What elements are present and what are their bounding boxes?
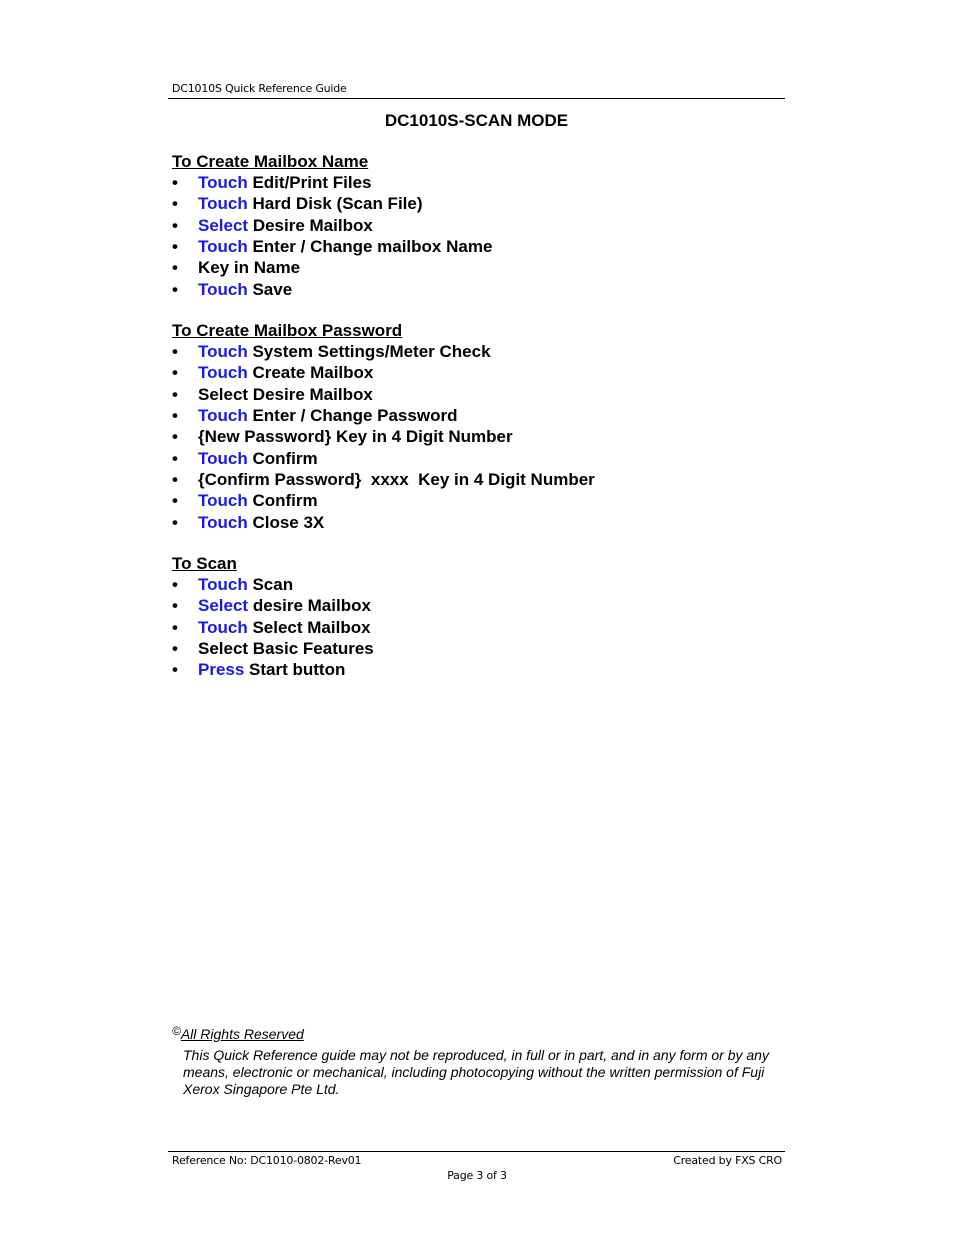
footer-divider	[168, 1151, 785, 1152]
bullet-icon: •	[172, 491, 178, 511]
bullet-icon: •	[172, 363, 178, 383]
step-action-verb: Touch	[198, 491, 248, 511]
step-action-verb: Press	[198, 660, 245, 680]
bullet-icon: •	[172, 258, 178, 278]
copyright-line	[172, 1024, 304, 1042]
bullet-icon: •	[172, 384, 178, 404]
step-item	[172, 384, 595, 405]
step-item	[172, 215, 492, 236]
step-item	[172, 512, 595, 533]
step-text: Enter / Change Password	[247, 406, 458, 426]
bullet-icon: •	[172, 237, 178, 257]
header-divider	[168, 98, 785, 99]
step-item	[172, 659, 374, 680]
step-item	[172, 236, 492, 257]
section-heading: To Scan	[172, 554, 237, 573]
footer-created-by: Created by FXS CRO	[673, 1154, 782, 1167]
bullet-icon: •	[172, 470, 178, 490]
step-action-verb: Touch	[198, 363, 248, 383]
step-text: Confirm	[247, 448, 318, 468]
step-item	[172, 490, 595, 511]
step-text: Select Desire Mailbox	[198, 384, 373, 404]
bullet-icon: •	[172, 512, 178, 532]
section-heading: To Create Mailbox Name	[172, 152, 369, 171]
step-action-verb: Touch	[198, 237, 248, 257]
bullet-icon: •	[172, 215, 178, 235]
step-text: Key in Name	[198, 258, 301, 278]
bullet-icon: •	[172, 575, 178, 594]
step-list	[172, 341, 595, 533]
step-text: System Settings/Meter Check	[247, 342, 491, 361]
bullet-icon: •	[172, 596, 178, 616]
step-text: {New Password} Key in 4 Digit Number	[198, 427, 513, 447]
step-action-verb: Touch	[198, 575, 248, 594]
step-item	[172, 257, 492, 278]
bullet-icon: •	[172, 173, 178, 192]
step-list	[172, 172, 492, 300]
bullet-icon: •	[172, 279, 178, 299]
step-action-verb: Touch	[198, 173, 248, 192]
step-list	[172, 574, 374, 681]
step-item	[172, 574, 374, 595]
section-to-scan	[172, 553, 374, 681]
step-item	[172, 426, 595, 447]
step-action-verb: Touch	[198, 279, 248, 299]
all-rights-reserved: All Rights Reserved	[180, 1026, 304, 1042]
step-action-verb: Touch	[198, 512, 248, 532]
bullet-icon: •	[172, 342, 178, 361]
step-action-verb: Touch	[198, 617, 248, 637]
step-text: Desire Mailbox	[248, 215, 373, 235]
copyright-notice: This Quick Reference guide may not be reproduced, in full or in part, and in any form or by any means, electronic or mechanical, including photocopying without the written permission of Fuji Xerox Singapore Pte Ltd.	[183, 1047, 769, 1097]
step-action-verb: Touch	[198, 342, 248, 361]
step-item	[172, 469, 595, 490]
step-action-verb: Select	[198, 215, 249, 235]
step-action-verb: Touch	[198, 448, 248, 468]
section-create-mailbox-password	[172, 320, 595, 533]
step-text: Select Mailbox	[247, 617, 371, 637]
step-text: Save	[247, 279, 293, 299]
bullet-icon: •	[172, 660, 178, 680]
step-item	[172, 362, 595, 383]
step-text: Select Basic Features	[198, 639, 374, 659]
document-title: DC1010S-SCAN MODE	[384, 111, 569, 130]
section-heading: To Create Mailbox Password	[172, 321, 403, 340]
bullet-icon: •	[172, 406, 178, 426]
step-action-verb: Select	[198, 596, 249, 616]
step-item	[172, 193, 492, 214]
step-action-verb: Touch	[198, 194, 248, 214]
step-text: Hard Disk (Scan File)	[247, 194, 423, 214]
step-item	[172, 617, 374, 638]
step-item	[172, 172, 492, 193]
step-text: Confirm	[247, 491, 318, 511]
step-text: desire Mailbox	[248, 596, 371, 616]
copyright-symbol: ©	[172, 1024, 181, 1038]
bullet-icon: •	[172, 194, 178, 214]
step-item	[172, 405, 595, 426]
header-guide-title: DC1010S Quick Reference Guide	[172, 82, 347, 95]
bullet-icon: •	[172, 617, 178, 637]
step-text: Create Mailbox	[247, 363, 374, 383]
bullet-icon: •	[172, 448, 178, 468]
step-item	[172, 448, 595, 469]
step-item	[172, 279, 492, 300]
step-text: Enter / Change mailbox Name	[247, 237, 493, 257]
step-item	[172, 638, 374, 659]
footer-page-number: Page 3 of 3	[447, 1169, 507, 1182]
bullet-icon: •	[172, 427, 178, 447]
step-text: Start button	[244, 660, 346, 680]
step-text: Scan	[247, 575, 294, 594]
footer-reference: Reference No: DC1010-0802-Rev01	[172, 1154, 362, 1167]
step-text: Close 3X	[247, 512, 325, 532]
step-text: Edit/Print Files	[247, 173, 372, 192]
step-text: {Confirm Password} xxxx Key in 4 Digit Number	[198, 470, 595, 490]
section-create-mailbox-name	[172, 151, 492, 300]
step-item	[172, 595, 374, 616]
step-action-verb: Touch	[198, 406, 248, 426]
bullet-icon: •	[172, 639, 178, 659]
step-item	[172, 341, 595, 362]
